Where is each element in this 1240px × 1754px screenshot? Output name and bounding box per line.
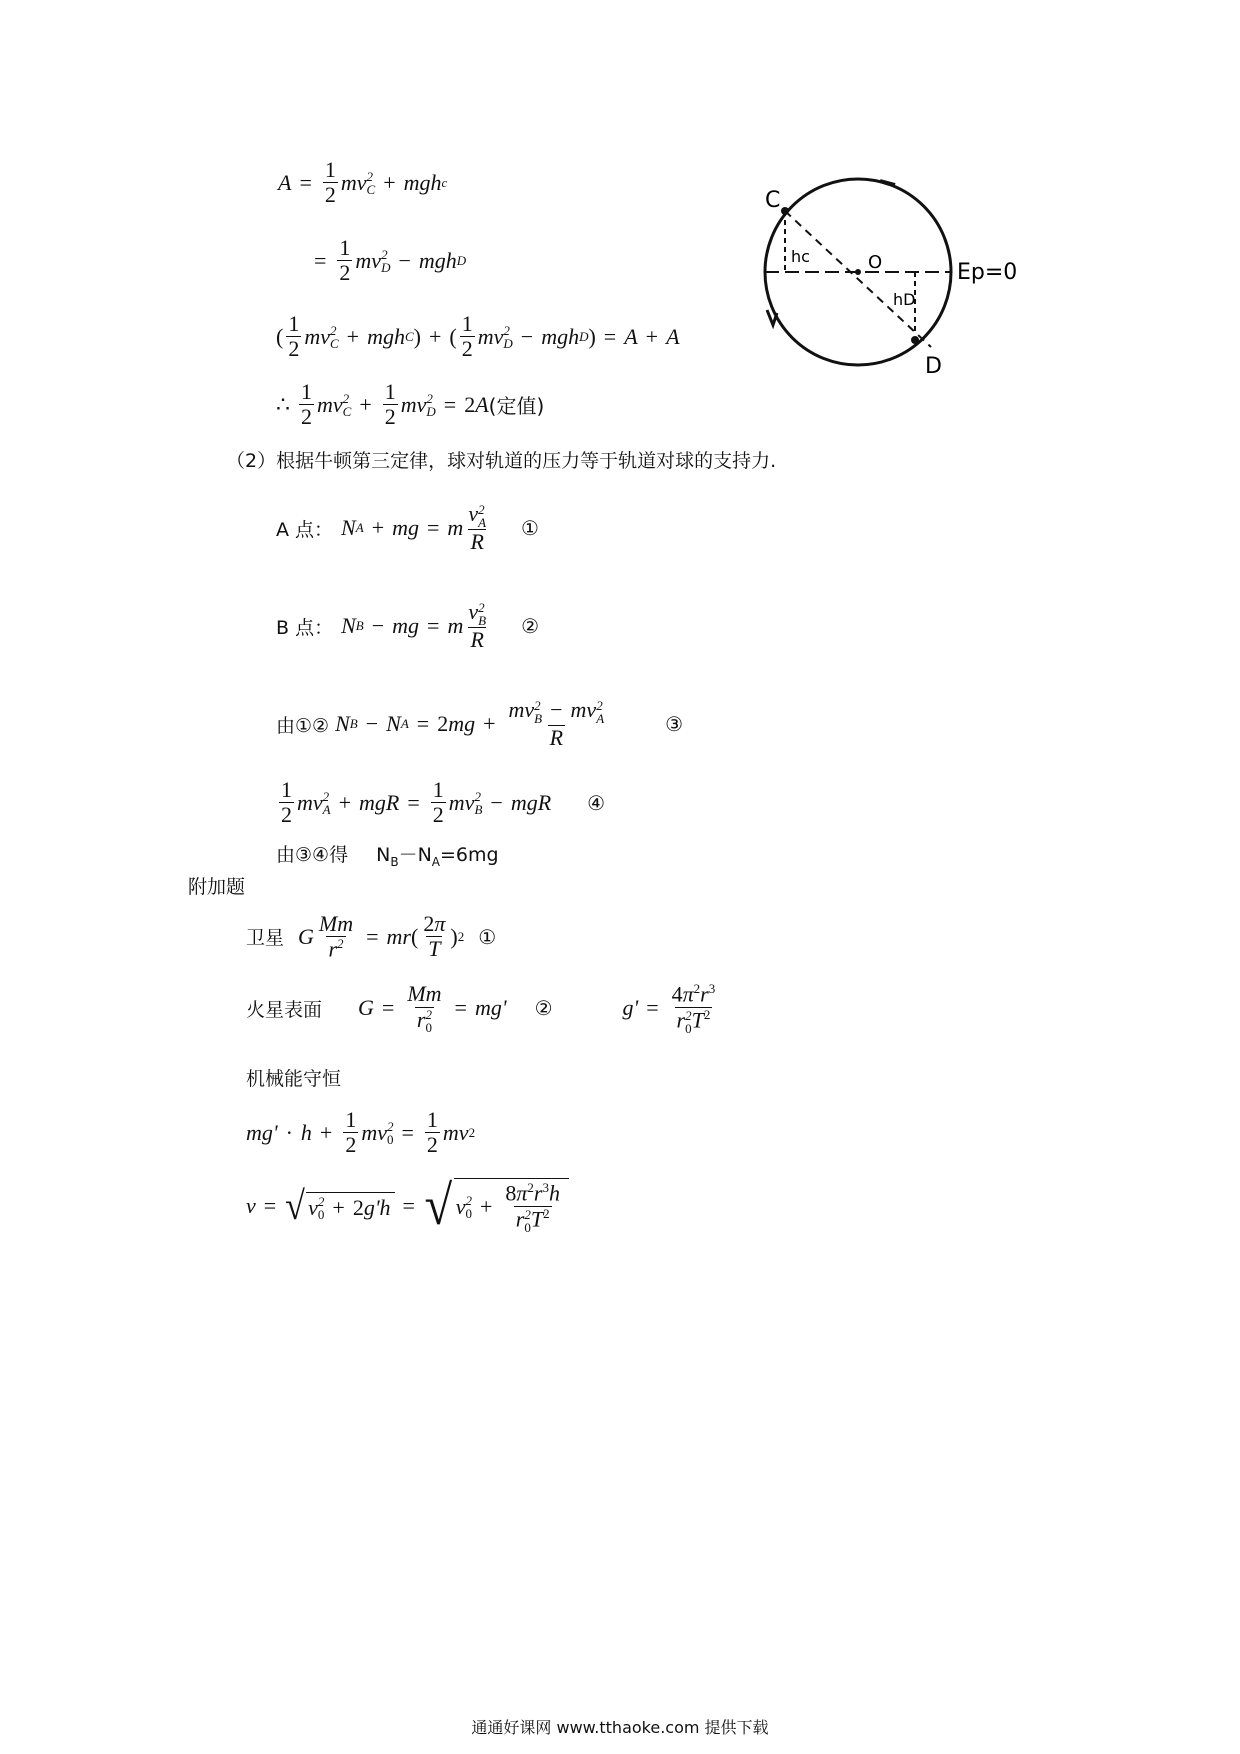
eq-energy-ab: $\frac{1}{2}$ mv 2 A + mgR = $\frac{1}{2}$ mv 2 B − mgR ④ bbox=[281, 777, 606, 828]
eq-energy-mars: mg' · h + $\frac{1}{2}$ mv 2 0 = $\frac{1}{2}$ mv 2 bbox=[246, 1107, 476, 1158]
label-hd: hD bbox=[893, 290, 916, 309]
eq-a-d-form: = $\frac{1}{2}$ mv 2 D − mgh D bbox=[314, 235, 467, 286]
point-c bbox=[781, 207, 789, 215]
point-a-label: A 点： bbox=[276, 518, 334, 541]
circle-diagram bbox=[755, 165, 1055, 380]
result-line bbox=[276, 840, 499, 869]
from-12-label: 由①② bbox=[276, 714, 330, 737]
marker-1: ① bbox=[521, 516, 539, 541]
marker-2: ② bbox=[521, 614, 539, 639]
eq-from-1-2: 由①② N B − N A = 2 mg + mv 2 B − mv 2 A R ③ bbox=[276, 697, 684, 750]
result-end: =6mg bbox=[440, 844, 499, 866]
result-n: N bbox=[376, 844, 391, 866]
label-d: D bbox=[925, 354, 942, 379]
fixed-value-note: (定值) bbox=[488, 394, 545, 419]
label-hc: hc bbox=[791, 247, 810, 266]
direction-arrow-top bbox=[880, 181, 895, 185]
mars-surface-label: 火星表面 bbox=[246, 998, 323, 1021]
energy-conservation-label: 机械能守恒 bbox=[246, 1068, 342, 1090]
eq-sum: ( $\frac{1}{2}$ mv 2 C + mgh C ) + ( $\frac{1}{2}$ mv 2 D − mgh D ) = A + A bbox=[276, 311, 680, 362]
point-o bbox=[855, 269, 861, 275]
part2-intro: （2）根据牛顿第三定律，球对轨道的压力等于轨道对球的支持力. bbox=[226, 450, 777, 472]
eq-satellite: 卫星 G $\frac{Mm}{r^2}$ = mr ( $\frac{2\pi}{T}$ ) 2 ① bbox=[246, 911, 497, 962]
bonus-marker-1: ① bbox=[478, 924, 497, 949]
eq-velocity: v = √ v 2 0 + 2 g'h = √ v 2 0 + $8\pi^2r^3h$ r 2 0 $T^2$ bbox=[246, 1178, 569, 1234]
result-sub-b: B bbox=[390, 854, 399, 869]
eq-point-b: B 点： N B − mg = m v 2 B R ② bbox=[276, 599, 539, 652]
bonus-title: 附加题 bbox=[188, 876, 246, 898]
eq-a-definition: A = $\frac{1}{2}$ mv 2 C + mgh c bbox=[278, 157, 448, 208]
from-34-label: 由③④得 bbox=[276, 844, 349, 866]
result-sub-a: A bbox=[431, 854, 441, 869]
result-minus: －N bbox=[398, 844, 432, 866]
label-ep: Ep=0 bbox=[957, 260, 1018, 285]
bonus-marker-2: ② bbox=[534, 996, 553, 1021]
page-footer: 通通好课网 www.tthaoke.com 提供下载 bbox=[471, 1718, 769, 1737]
satellite-label: 卫星 bbox=[246, 927, 285, 950]
label-o: O bbox=[868, 252, 883, 273]
eq-therefore: ∴ $\frac{1}{2}$ mv 2 C + $\frac{1}{2}$ mv 2 D = 2 A (定值) bbox=[276, 379, 545, 430]
cd-diameter bbox=[785, 211, 931, 347]
label-c: C bbox=[765, 188, 781, 213]
eq-point-a: A 点： N A + mg = m v 2 A R ① bbox=[276, 501, 539, 554]
eq-mars-surface: 火星表面 G = Mm r 2 0 = mg' ② g' = $4\pi^2r^3$ r 2 0 $T^2$ bbox=[246, 981, 716, 1036]
point-b-label: B 点： bbox=[276, 616, 334, 639]
marker-4: ④ bbox=[587, 790, 606, 815]
marker-3: ③ bbox=[665, 712, 684, 737]
point-d bbox=[911, 336, 919, 344]
